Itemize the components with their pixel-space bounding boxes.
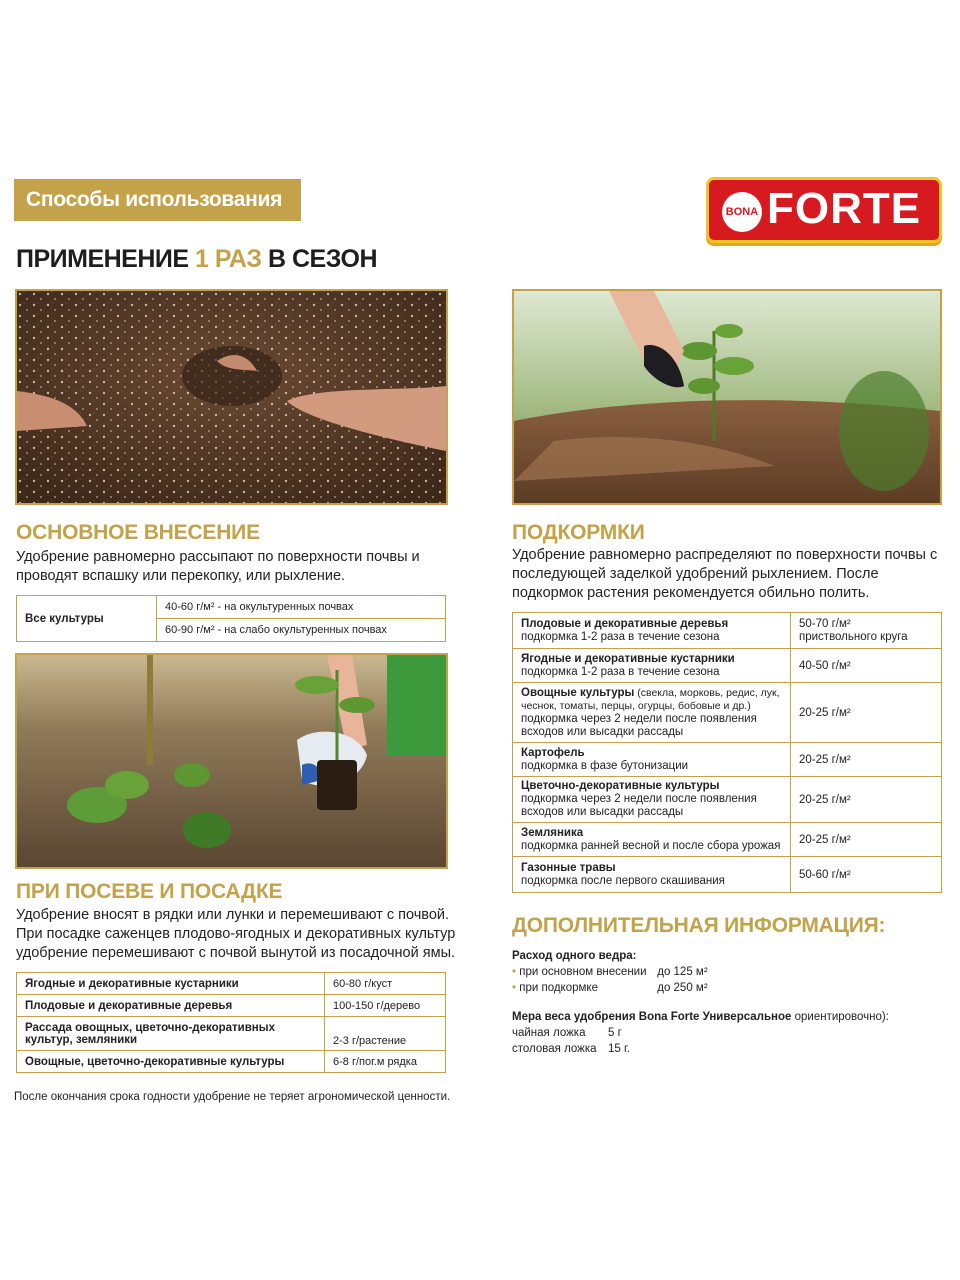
crop-name: Картофель [521, 746, 585, 759]
feeding-section-title: ПОДКОРМКИ [512, 521, 645, 544]
table-cell [17, 596, 157, 642]
measure-heading-rest: ориентировочно): [791, 1011, 889, 1023]
crop-name: Овощные культуры [521, 686, 635, 699]
measure-info [512, 1009, 942, 1057]
crop-label: Все культуры [25, 612, 104, 625]
table-row [513, 683, 942, 743]
crop-name: Земляника [521, 826, 584, 839]
seedling-planting-photo [15, 653, 448, 869]
crop-name: Овощные, цветочно-декоративные культуры [25, 1055, 285, 1068]
feeding-section-text: Удобрение равномерно распределяют по поверхности почвы с последующей заделкой удобрений рыхлением. После подкормок растения рекомендуется обильно полить. [512, 547, 938, 601]
crop-name: Газонные травы [521, 861, 616, 874]
table-row [513, 823, 942, 857]
section-banner: Способы использования [14, 179, 301, 221]
bucket-label: Расход одного ведра: [512, 950, 637, 962]
bucket-info [512, 948, 942, 996]
crop-description: подкормка 1-2 раза в течение сезона [521, 665, 720, 678]
measure-heading [512, 1009, 942, 1025]
table-row [17, 973, 446, 995]
spoon-value: 15 г. [608, 1043, 630, 1055]
table-cell: 6-8 г/пог.м рядка [325, 1051, 446, 1073]
crop-description: подкормка через 2 недели после появления всходов или высадки рассады [521, 712, 757, 738]
planting-section-text: Удобрение вносят в рядки или лунки и перемешивают с почвой. При посадке саженцев плодово-ягодных и декоративных культур удобрение перемешивают с почвой вынутой из посадочной ямы. [16, 907, 456, 961]
basic-section-title: ОСНОВНОЕ ВНЕСЕНИЕ [16, 521, 260, 544]
footer-note: После окончания срока годности удобрение не теряет агрономической ценности. [14, 1091, 451, 1103]
brand-logo [706, 177, 942, 243]
table-cell: 2-3 г/растение [325, 1017, 446, 1051]
table-cell: 60-80 г/куст [325, 973, 446, 995]
crop-name: Плодовые и декоративные деревья [25, 999, 233, 1012]
bucket-name: при основном внесении [519, 966, 647, 978]
table-row [513, 777, 942, 823]
soil-hands-photo [15, 289, 448, 505]
crop-description: подкормка после первого скашивания [521, 874, 725, 887]
crop-name: Рассада овощных, цветочно-декоративных культур, земляники [25, 1021, 275, 1046]
title-part-2: В СЕЗОН [261, 245, 378, 273]
spoon-row [512, 1025, 942, 1041]
title-part-1: ПРИМЕНЕНИЕ [16, 245, 195, 273]
table-row [17, 995, 446, 1017]
table-cell [513, 823, 791, 857]
crop-name: Ягодные и декоративные кустарники [25, 977, 239, 990]
table-cell: 20-25 г/м² [791, 743, 942, 777]
basic-table [16, 595, 446, 642]
spoon-value: 5 г [608, 1027, 622, 1039]
table-cell: 100-150 г/дерево [325, 995, 446, 1017]
table-row [513, 743, 942, 777]
page-title [16, 245, 377, 274]
planting-section-title: ПРИ ПОСЕВЕ И ПОСАДКЕ [16, 880, 283, 903]
bullet-icon: • [512, 966, 517, 978]
crop-name: Ягодные и декоративные кустарники [521, 652, 735, 665]
table-cell [513, 743, 791, 777]
measure-heading-bold: Мера веса удобрения Bona Forte Универсальное [512, 1011, 792, 1023]
table-row [513, 613, 942, 649]
table-cell: 60-90 г/м² - на слабо окультуренных почвах [157, 619, 446, 642]
logo-circle: BONA [722, 192, 762, 232]
table-cell [791, 613, 942, 649]
crop-name: Цветочно-декоративные культуры [521, 780, 720, 792]
rate-value: 50-70 г/м² [799, 617, 851, 630]
table-cell: 20-25 г/м² [791, 777, 942, 823]
table-cell: 20-25 г/м² [791, 823, 942, 857]
spoon-row [512, 1041, 942, 1057]
bullet-icon: • [512, 982, 517, 994]
table-cell [17, 1051, 325, 1073]
table-cell [513, 649, 791, 683]
table-cell: 20-25 г/м² [791, 683, 942, 743]
table-row [17, 1017, 446, 1051]
tomato-plant-photo [512, 289, 942, 505]
spoon-name: чайная ложка [512, 1027, 586, 1039]
spoon-name: столовая ложка [512, 1043, 597, 1055]
table-cell: 40-60 г/м² - на окультуренных почвах [157, 596, 446, 619]
table-cell: 50-60 г/м² [791, 857, 942, 893]
table-cell: 40-50 г/м² [791, 649, 942, 683]
rate-note: приствольного круга [799, 630, 908, 643]
logo-wordmark: FORTE [767, 184, 922, 233]
bucket-name: при подкормке [519, 982, 598, 994]
crop-description: подкормка в фазе бутонизации [521, 759, 689, 772]
planting-table [16, 972, 446, 1073]
table-cell [513, 613, 791, 649]
crop-examples: (свекла, морковь, редис, лук, чеснок, томаты, перцы, огурцы, бобовые и др.) [521, 686, 780, 712]
basic-section-text: Удобрение равномерно рассыпают по поверхности почвы и проводят вспашку или перекопку, или рыхление. [16, 549, 420, 584]
crop-name: Плодовые и декоративные деревья [521, 617, 729, 630]
feeding-table [512, 612, 942, 893]
bucket-row [512, 980, 942, 996]
crop-description: подкормка 1-2 раза в течение сезона [521, 630, 720, 643]
table-row [513, 649, 942, 683]
table-cell [17, 1017, 325, 1051]
table-row [513, 857, 942, 893]
table-row [17, 1051, 446, 1073]
crop-description: подкормка через 2 недели после появления всходов или высадки рассады [521, 793, 757, 818]
table-cell [17, 995, 325, 1017]
bucket-value: до 250 м² [657, 982, 708, 994]
table-cell [513, 777, 791, 823]
bucket-row [512, 964, 942, 980]
table-cell [513, 683, 791, 743]
bucket-value: до 125 м² [657, 966, 708, 978]
table-cell [513, 857, 791, 893]
title-accent: 1 РАЗ [195, 245, 262, 273]
crop-description: подкормка ранней весной и после сбора урожая [521, 839, 781, 852]
extra-info-title: ДОПОЛНИТЕЛЬНАЯ ИНФОРМАЦИЯ: [512, 914, 886, 937]
table-row [17, 596, 446, 619]
table-cell [17, 973, 325, 995]
